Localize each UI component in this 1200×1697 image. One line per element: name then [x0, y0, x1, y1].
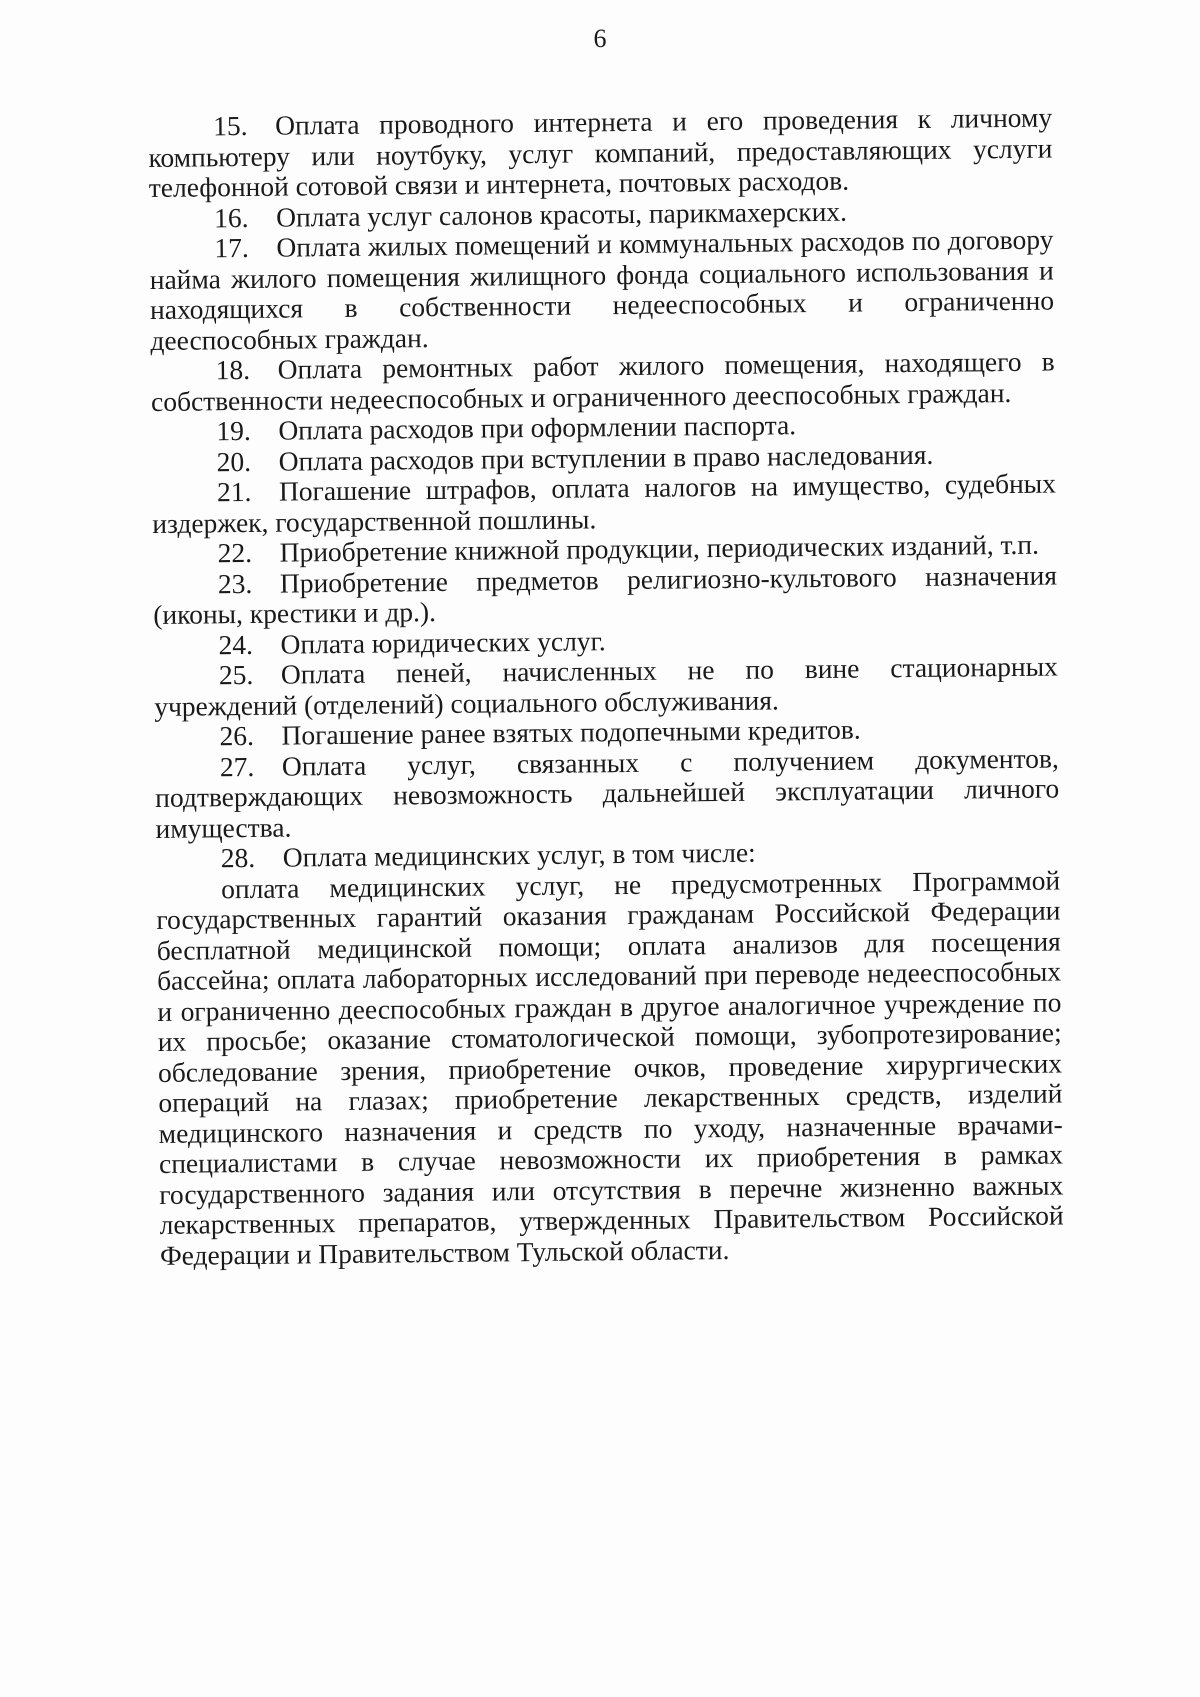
- list-item: [153, 560, 1058, 630]
- item-text: Приобретение предметов религиозно-культового назначения (иконы, крестики и др.).: [153, 559, 1058, 630]
- item-text: Оплата медицинских услуг, в том числе:: [282, 836, 756, 873]
- item-number: 27.: [219, 750, 255, 782]
- item-text: Оплата расходов при вступлении в право наследования.: [278, 438, 934, 477]
- item-number: 15.: [212, 109, 248, 142]
- item-number: 23.: [217, 567, 253, 599]
- item-number: 21.: [216, 475, 252, 508]
- item-text: Погашение ранее взятых подопечными кредитов.: [281, 713, 861, 751]
- item-text: Оплата услуг салонов красоты, парикмахерских.: [275, 195, 848, 233]
- document-body: [148, 103, 1064, 1271]
- item-text: Приобретение книжной продукции, периодических изданий, т.п.: [279, 528, 1040, 568]
- item-text: Оплата пеней, начисленных не по вине стационарных учреждений (отделений) социального обслуживания.: [154, 650, 1059, 722]
- list-item: [149, 225, 1054, 356]
- item-text: Погашение штрафов, оплата налогов на имущество, судебных издержек, государственной пошлины.: [152, 467, 1057, 539]
- list-item: [148, 103, 1053, 204]
- item-text: Оплата юридических услуг.: [280, 624, 606, 660]
- item-text: Оплата жилых помещений и коммунальных расходов по договору найма жилого помещения жилищного фонда социального использования и находящихся в собственности недееспособных и ограниченно дееспособных граждан.: [149, 223, 1055, 356]
- item-number: 25.: [218, 658, 254, 691]
- item-number: 26.: [219, 719, 255, 752]
- list-item: [152, 469, 1057, 539]
- item-text: Оплата ремонтных работ жилого помещения, находящего в собственности недееспособных и ограниченного дееспособных граждан.: [150, 345, 1055, 417]
- subparagraph-text: оплата медицинских услуг, не предусмотренных Программой государственных гарантий оказания гражданам Российской Федерации бесплатной медицинской помощи; оплата анализов для посещения бассейна; оплата лабораторных исследований при переводе недееспособных и ограниченно дееспособных граждан в другое аналогичное учреждение по их просьбе; оказание стоматологической помощи, зубопротезирование; обследование зрения, приобретение очков, проведение хирургических операций на глазах; приобретение лекарственных средств, изделий медицинского назначения и средств по уходу, назначенные врачами-специалистами в случае невозможности их приобретения в рамках государственного задания или отсутствия в перечне жизненно важных лекарственных препаратов, утвержденных Правительством Российской Федерации и Правительством Тульской области.: [156, 863, 1064, 1271]
- list-item: [154, 652, 1059, 722]
- item-number: 28.: [220, 841, 256, 874]
- page-number: 6: [593, 24, 607, 53]
- item-number: 18.: [215, 353, 251, 386]
- item-number: 17.: [214, 231, 249, 264]
- item-number: 16.: [213, 201, 249, 233]
- item-text: Оплата расходов при оформлении паспорта.: [278, 409, 797, 446]
- item-number: 20.: [216, 445, 252, 477]
- list-item: [155, 743, 1060, 844]
- item-number: 19.: [216, 414, 251, 447]
- item-text: Оплата проводного интернета и его проведения к личному компьютеру или ноутбуку, услуг компаний, предоставляющих услуги телефонной сотовой связи и интернета, почтовых расходов.: [148, 101, 1053, 203]
- list-item: [151, 347, 1056, 417]
- item-text: Оплата услуг, связанных с получением документов, подтверждающих невозможность дальнейшей эксплуатации личного имущества.: [155, 741, 1060, 844]
- item-number: 22.: [217, 536, 253, 569]
- item-number: 24.: [218, 628, 254, 660]
